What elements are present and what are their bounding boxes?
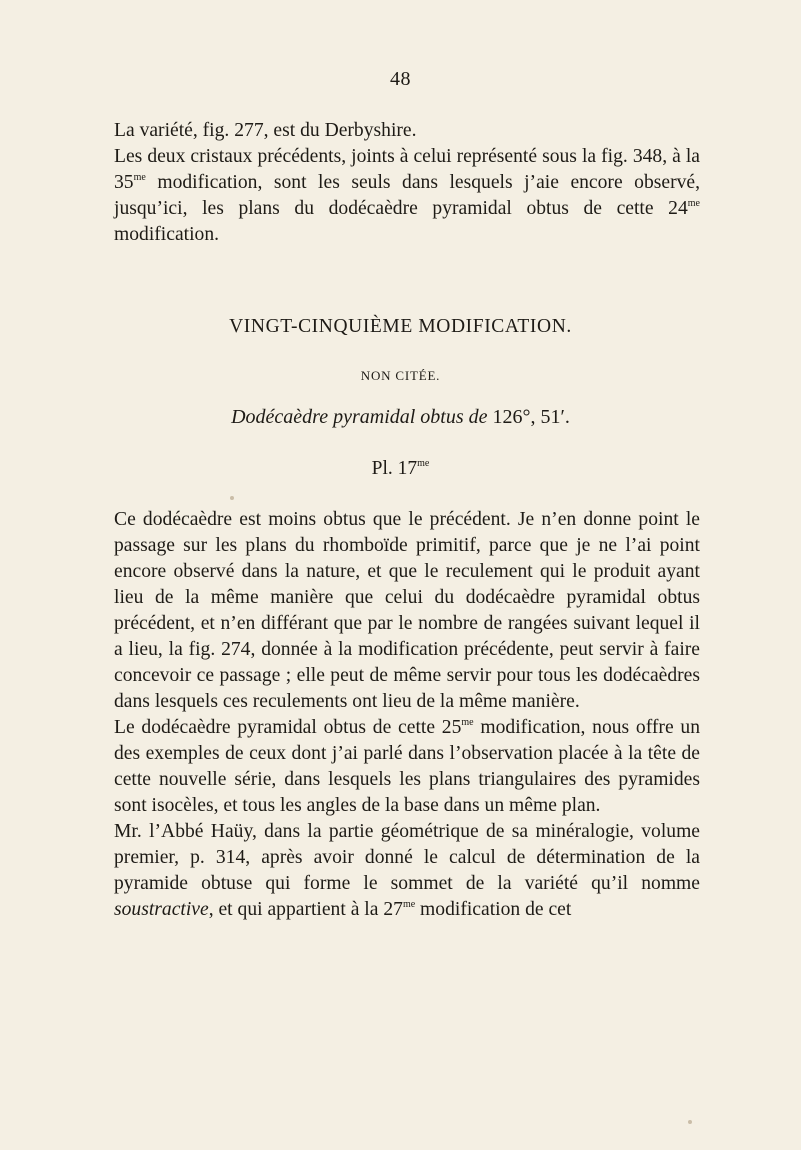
intro-text-block	[114, 118, 700, 248]
text-span: modification, nous offre un des exemples de ceux dont j’ai parlé dans l’observation placée à la tête de cette nouvelle série, dans lesquels les plans triangulaires des pyramides sont isocèles, et tous les angles de la base dans un même plan.	[114, 717, 700, 816]
paragraph-hauy	[114, 819, 700, 923]
text-span: Mr. l’Abbé Haüy, dans la partie géométrique de sa minéralogie, volume premier, p. 314, après avoir donné le calcul de détermination de la pyramide obtuse qui forme le sommet de la variété qu’il nomme	[114, 821, 700, 894]
superscript: me	[461, 717, 474, 728]
paragraph-dodecahedron	[114, 715, 700, 819]
title-text: Dodécaèdre pyramidal obtus de	[231, 406, 488, 428]
plate-reference	[0, 458, 801, 480]
paragraph-crystals	[114, 144, 700, 248]
text-span: modification.	[114, 224, 220, 245]
text-span: modification, sont les seuls dans lesquels j’aie encore observé, jusqu’ici, les plans du dodécaèdre pyramidal obtus de cette 24	[114, 172, 700, 219]
superscript: me	[417, 458, 430, 469]
title-angle: 126°, 51′.	[492, 406, 570, 428]
paper-speck	[230, 496, 234, 500]
paper-speck	[688, 1120, 692, 1124]
section-heading: VINGT-CINQUIÈME MODIFICATION.	[229, 316, 572, 337]
text-span: Le dodécaèdre pyramidal obtus de cette 25	[114, 717, 462, 738]
text-span: , et qui appartient à la 27	[208, 899, 403, 920]
text-span: Les deux cristaux précédents, joints à celui représenté sous la fig. 348, à la 35	[114, 146, 700, 193]
superscript: me	[687, 198, 700, 209]
paragraph-variety	[114, 118, 700, 144]
superscript: me	[402, 899, 416, 910]
paragraph-passage: Ce dodécaèdre est moins obtus que le précédent. Je n’en donne point le passage sur les plans du rhomboïde primitif, parce que je ne l’ai point encore observé dans la nature, et que le reculement qui le produit ayant lieu de la même manière que celui du dodécaèdre pyramidal obtus précédent, et n’en différant que par le nombre de rangées suivant lequel il a lieu, la fig. 274, donnée à la modification précédente, peut servir à faire concevoir ce passage ; elle peut de même servir pour tous les dodécaèdres dans lesquels ces reculements ont lieu de la même manière.	[114, 509, 700, 712]
text-line: La variété, fig. 277, est du Derbyshire.	[114, 120, 417, 141]
page-number: 48	[390, 68, 411, 90]
plate-label: Pl. 17	[371, 458, 418, 479]
section-subheading: NON CITÉE.	[360, 368, 441, 383]
section-title	[0, 406, 801, 429]
superscript: me	[133, 172, 146, 183]
text-span: modification de cet	[415, 899, 572, 920]
italic-term: soustractive	[114, 899, 209, 920]
body-text-block	[114, 507, 700, 923]
